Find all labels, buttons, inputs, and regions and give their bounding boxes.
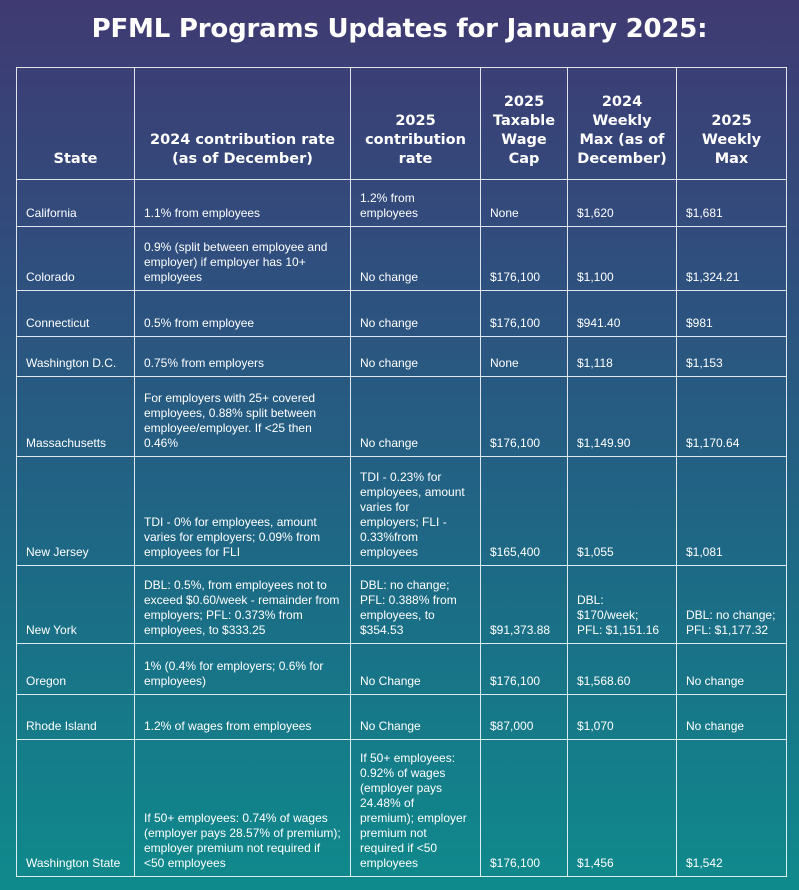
page-title: PFML Programs Updates for January 2025:: [91, 14, 708, 44]
cell-weekly-max-2025: $1,170.64: [677, 377, 787, 457]
column-header-wage-cap: 2025 Taxable Wage Cap: [481, 68, 568, 180]
table-row: [17, 565, 787, 643]
cell-weekly-max-2024: $1,118: [568, 337, 677, 377]
table-row: [17, 291, 787, 337]
cell-weekly-max-2025: No change: [677, 694, 787, 739]
cell-wage-cap: $165,400: [481, 457, 568, 565]
cell-rate-2025: If 50+ employees: 0.92% of wages (employer pays 24.48% of premium); employer premium not required if <50 employees: [351, 739, 481, 876]
cell-state: Washington D.C.: [17, 337, 135, 377]
cell-state: Massachusetts: [17, 377, 135, 457]
cell-rate-2024: For employers with 25+ covered employees, 0.88% split between employee/employer. If <25 then 0.46%: [135, 377, 351, 457]
cell-rate-2024: 1.1% from employees: [135, 180, 351, 227]
cell-state: Oregon: [17, 643, 135, 694]
cell-wage-cap: $87,000: [481, 694, 568, 739]
cell-rate-2024: 0.9% (split between employee and employer) if employer has 10+ employees: [135, 227, 351, 291]
column-header-rate-2024: 2024 contribution rate (as of December): [135, 68, 351, 180]
table-row: [17, 457, 787, 565]
cell-rate-2025: No Change: [351, 694, 481, 739]
cell-weekly-max-2024: $1,456: [568, 739, 677, 876]
cell-weekly-max-2024: DBL: $170/week; PFL: $1,151.16: [568, 565, 677, 643]
cell-rate-2025: TDI - 0.23% for employees, amount varies for employers; FLI - 0.33%from employees: [351, 457, 481, 565]
cell-state: Connecticut: [17, 291, 135, 337]
cell-rate-2025: No change: [351, 291, 481, 337]
cell-wage-cap: $176,100: [481, 227, 568, 291]
cell-wage-cap: $176,100: [481, 377, 568, 457]
pfml-table: [16, 67, 787, 877]
cell-weekly-max-2024: $1,100: [568, 227, 677, 291]
cell-state: Washington State: [17, 739, 135, 876]
cell-rate-2024: 1% (0.4% for employers; 0.6% for employees): [135, 643, 351, 694]
cell-rate-2025: DBL: no change; PFL: 0.388% from employees, to $354.53: [351, 565, 481, 643]
cell-weekly-max-2025: $981: [677, 291, 787, 337]
cell-rate-2024: 1.2% of wages from employees: [135, 694, 351, 739]
table-row: [17, 377, 787, 457]
cell-wage-cap: None: [481, 180, 568, 227]
table-row: [17, 180, 787, 227]
cell-weekly-max-2025: $1,153: [677, 337, 787, 377]
cell-weekly-max-2024: $1,620: [568, 180, 677, 227]
cell-wage-cap: None: [481, 337, 568, 377]
table-row: [17, 643, 787, 694]
cell-weekly-max-2024: $941.40: [568, 291, 677, 337]
cell-rate-2024: 0.5% from employee: [135, 291, 351, 337]
cell-wage-cap: $176,100: [481, 291, 568, 337]
cell-weekly-max-2025: $1,324.21: [677, 227, 787, 291]
table-header-row: [17, 68, 787, 180]
cell-weekly-max-2025: No change: [677, 643, 787, 694]
cell-rate-2024: 0.75% from employers: [135, 337, 351, 377]
table-row: [17, 227, 787, 291]
cell-weekly-max-2024: $1,568.60: [568, 643, 677, 694]
cell-rate-2025: No change: [351, 337, 481, 377]
cell-rate-2025: 1.2% from employees: [351, 180, 481, 227]
cell-rate-2024: DBL: 0.5%, from employees not to exceed $0.60/week - remainder from employers; PFL: 0.373% from employees, to $333.25: [135, 565, 351, 643]
cell-weekly-max-2025: $1,681: [677, 180, 787, 227]
cell-state: New Jersey: [17, 457, 135, 565]
cell-rate-2025: No change: [351, 377, 481, 457]
cell-rate-2024: TDI - 0% for employees, amount varies for employers; 0.09% from employees for FLI: [135, 457, 351, 565]
cell-state: California: [17, 180, 135, 227]
cell-wage-cap: $176,100: [481, 739, 568, 876]
cell-weekly-max-2024: $1,070: [568, 694, 677, 739]
cell-weekly-max-2025: $1,542: [677, 739, 787, 876]
cell-weekly-max-2025: $1,081: [677, 457, 787, 565]
cell-state: Rhode Island: [17, 694, 135, 739]
cell-wage-cap: $176,100: [481, 643, 568, 694]
cell-rate-2025: No Change: [351, 643, 481, 694]
cell-state: Colorado: [17, 227, 135, 291]
cell-weekly-max-2024: $1,149.90: [568, 377, 677, 457]
cell-rate-2024: If 50+ employees: 0.74% of wages (employer pays 28.57% of premium); employer premium not required if <50 employees: [135, 739, 351, 876]
column-header-weekly-max-2024: 2024 Weekly Max (as of December): [568, 68, 677, 180]
cell-wage-cap: $91,373.88: [481, 565, 568, 643]
cell-rate-2025: No change: [351, 227, 481, 291]
table-row: [17, 739, 787, 876]
table-row: [17, 694, 787, 739]
column-header-rate-2025: 2025 contribution rate: [351, 68, 481, 180]
cell-weekly-max-2025: DBL: no change; PFL: $1,177.32: [677, 565, 787, 643]
cell-weekly-max-2024: $1,055: [568, 457, 677, 565]
table-row: [17, 337, 787, 377]
column-header-weekly-max-2025: 2025 Weekly Max: [677, 68, 787, 180]
column-header-state: State: [17, 68, 135, 180]
cell-state: New York: [17, 565, 135, 643]
